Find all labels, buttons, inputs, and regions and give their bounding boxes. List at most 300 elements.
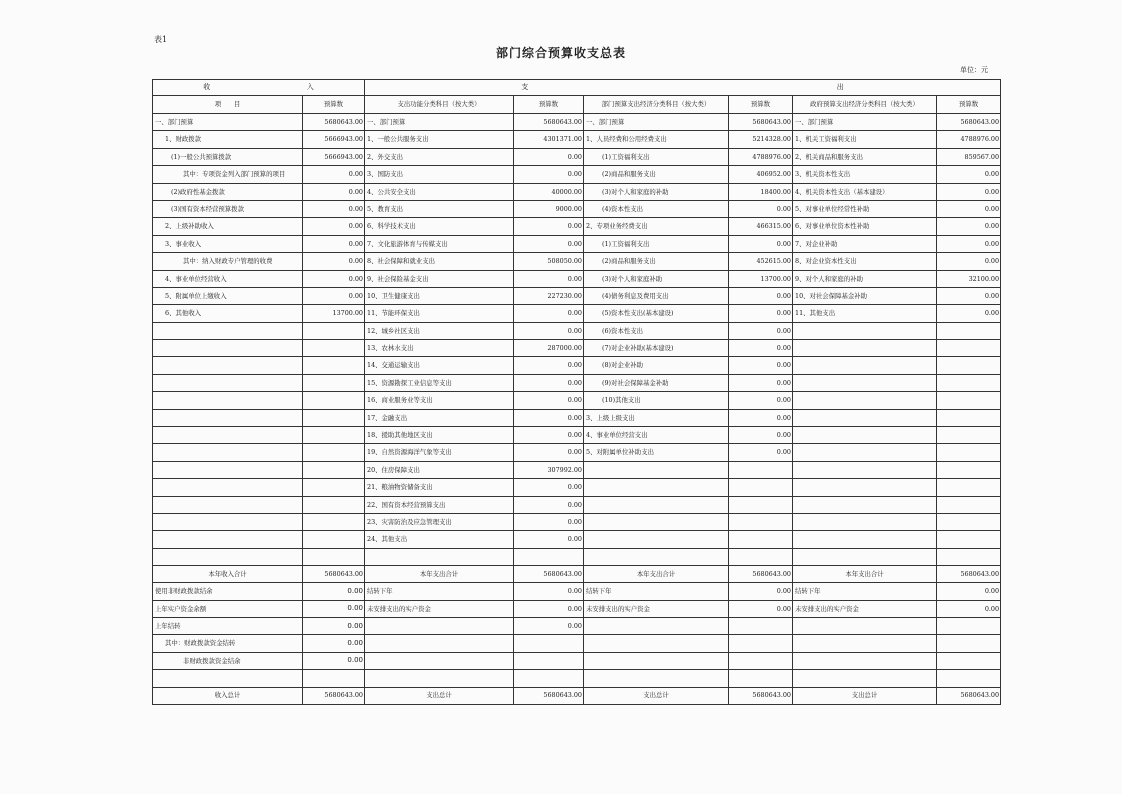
dept-econ-item-cell	[584, 670, 729, 687]
gov-econ-item-cell	[793, 357, 937, 374]
dept-econ-amount-cell	[729, 461, 793, 478]
dept-econ-item-cell	[584, 479, 729, 496]
table-row	[153, 131, 1001, 148]
table-row	[153, 148, 1001, 165]
functional-item-cell: 结转下年	[365, 583, 514, 600]
gov-econ-item-cell	[793, 444, 937, 461]
gov-econ-item-cell: 10、对社会保障基金补助	[793, 287, 937, 304]
dept-econ-item-cell: (3)对个人和家庭补助	[584, 270, 729, 287]
table-row	[153, 357, 1001, 374]
functional-amount-cell: 0.00	[514, 305, 584, 322]
dept-econ-amount-cell	[729, 635, 793, 652]
dept-econ-item-cell	[584, 461, 729, 478]
income-item-cell: (2)政府性基金拨款	[153, 183, 303, 200]
income-amount-total-cell: 5680643.00	[303, 566, 365, 583]
functional-amount-cell: 0.00	[514, 409, 584, 426]
income-amount-cell	[303, 461, 365, 478]
gov-econ-amount-cell: 0.00	[937, 200, 1001, 217]
income-item-cell	[153, 392, 303, 409]
dept-econ-amount-cell: 0.00	[729, 235, 793, 252]
col-header-functional-budget: 预算数	[514, 96, 584, 114]
gov-econ-amount-cell	[937, 513, 1001, 530]
dept-econ-amount-cell	[729, 548, 793, 565]
dept-econ-item-cell	[584, 548, 729, 565]
gov-econ-item-cell	[793, 427, 937, 444]
gov-econ-amount-cell	[937, 374, 1001, 391]
annual-total-row	[153, 566, 1001, 583]
dept-econ-amount-cell: 0.00	[729, 392, 793, 409]
income-amount-cell	[303, 670, 365, 687]
gov-econ-item-cell: 2、机关商品和服务支出	[793, 148, 937, 165]
gov-econ-amount-cell: 0.00	[937, 166, 1001, 183]
income-item-cell: 4、事业单位经营收入	[153, 270, 303, 287]
gov-econ-amount-cell: 859567.00	[937, 148, 1001, 165]
functional-amount-cell: 0.00	[514, 166, 584, 183]
income-item-cell	[153, 513, 303, 530]
gov-econ-item-cell: 结转下年	[793, 583, 937, 600]
functional-item-cell: 3、国防支出	[365, 166, 514, 183]
gov-econ-item-cell: 9、对个人和家庭的补助	[793, 270, 937, 287]
dept-econ-amount-cell	[729, 652, 793, 669]
gov-econ-amount-cell	[937, 427, 1001, 444]
functional-item-cell: 22、国有资本经营预算支出	[365, 496, 514, 513]
income-amount-cell: 13700.00	[303, 305, 365, 322]
gov-econ-item-grand-cell: 支出总计	[793, 687, 937, 704]
functional-amount-cell: 0.00	[514, 270, 584, 287]
functional-item-cell: 5、教育支出	[365, 200, 514, 217]
functional-amount-cell: 0.00	[514, 374, 584, 391]
functional-amount-cell: 4301371.00	[514, 131, 584, 148]
functional-item-cell: 未安排支出的实户资金	[365, 600, 514, 617]
table-row	[153, 287, 1001, 304]
dept-econ-item-grand-cell: 支出总计	[584, 687, 729, 704]
dept-econ-item-cell: 5、对附属单位补助支出	[584, 444, 729, 461]
table-row	[153, 235, 1001, 252]
income-amount-cell	[303, 479, 365, 496]
dept-econ-item-cell: (10)其他支出	[584, 392, 729, 409]
gov-econ-amount-cell: 4788976.00	[937, 131, 1001, 148]
table-row	[153, 409, 1001, 426]
gov-econ-item-cell	[793, 496, 937, 513]
form-number: 表1	[154, 35, 168, 44]
gov-econ-amount-total-cell: 5680643.00	[937, 566, 1001, 583]
functional-item-cell: 6、科学技术支出	[365, 218, 514, 235]
gov-econ-item-cell	[793, 340, 937, 357]
gov-econ-amount-cell	[937, 496, 1001, 513]
table-row	[153, 513, 1001, 530]
income-amount-cell	[303, 374, 365, 391]
functional-item-cell	[365, 670, 514, 687]
gov-econ-item-cell: 5、对事业单位经常性补助	[793, 200, 937, 217]
dept-econ-item-cell: 一、部门预算	[584, 114, 729, 131]
income-item-cell	[153, 548, 303, 565]
dept-econ-item-cell: 未安排支出的实户资金	[584, 600, 729, 617]
functional-amount-cell: 0.00	[514, 479, 584, 496]
table-row	[153, 548, 1001, 565]
income-item-cell: 上年结转	[153, 617, 303, 634]
income-item-cell	[153, 427, 303, 444]
table-row	[153, 392, 1001, 409]
income-item-cell	[153, 374, 303, 391]
income-item-cell: 6、其他收入	[153, 305, 303, 322]
dept-econ-item-cell	[584, 652, 729, 669]
balance-row	[153, 670, 1001, 687]
expense-group-char-2: 出	[836, 83, 844, 91]
dept-econ-amount-cell: 0.00	[729, 409, 793, 426]
gov-econ-amount-cell	[937, 357, 1001, 374]
functional-amount-cell	[514, 635, 584, 652]
gov-econ-item-cell	[793, 409, 937, 426]
functional-item-cell: 24、其他支出	[365, 531, 514, 548]
income-item-cell	[153, 479, 303, 496]
income-item-cell: 5、附属单位上缴收入	[153, 287, 303, 304]
functional-amount-cell: 307992.00	[514, 461, 584, 478]
gov-econ-item-cell	[793, 479, 937, 496]
income-amount-cell: 0.00	[303, 200, 365, 217]
income-amount-cell	[303, 340, 365, 357]
income-item-cell: 使用非财政拨款结余	[153, 583, 303, 600]
functional-item-cell	[365, 652, 514, 669]
income-amount-cell: 0.00	[303, 166, 365, 183]
gov-econ-amount-cell: 0.00	[937, 287, 1001, 304]
dept-econ-amount-cell: 0.00	[729, 357, 793, 374]
table-row	[153, 340, 1001, 357]
income-amount-cell	[303, 322, 365, 339]
functional-amount-cell: 0.00	[514, 218, 584, 235]
gov-econ-amount-cell: 0.00	[937, 218, 1001, 235]
income-amount-grand-cell: 5680643.00	[303, 687, 365, 704]
income-item-grand-cell: 收入总计	[153, 687, 303, 704]
gov-econ-amount-cell	[937, 479, 1001, 496]
functional-item-cell: 12、城乡社区支出	[365, 322, 514, 339]
functional-item-cell: 15、资源勘探工业信息等支出	[365, 374, 514, 391]
balance-row	[153, 600, 1001, 617]
gov-econ-item-cell: 7、对企业补助	[793, 235, 937, 252]
income-amount-cell: 0.00	[303, 253, 365, 270]
income-item-cell	[153, 322, 303, 339]
gov-econ-amount-cell: 0.00	[937, 583, 1001, 600]
gov-econ-item-cell	[793, 461, 937, 478]
balance-row	[153, 583, 1001, 600]
income-amount-cell: 0.00	[303, 287, 365, 304]
dept-econ-amount-cell: 4788976.00	[729, 148, 793, 165]
dept-econ-item-cell: (3)对个人和家庭的补助	[584, 183, 729, 200]
dept-econ-item-cell: (7)对企业补助(基本建设)	[584, 340, 729, 357]
gov-econ-amount-cell: 0.00	[937, 235, 1001, 252]
dept-econ-amount-cell	[729, 670, 793, 687]
functional-amount-cell: 227230.00	[514, 287, 584, 304]
functional-item-cell: 18、援助其他地区支出	[365, 427, 514, 444]
functional-amount-cell: 0.00	[514, 322, 584, 339]
functional-amount-cell: 0.00	[514, 444, 584, 461]
dept-econ-amount-cell: 466315.00	[729, 218, 793, 235]
income-amount-cell	[303, 357, 365, 374]
functional-amount-cell: 287000.00	[514, 340, 584, 357]
gov-econ-amount-cell: 0.00	[937, 183, 1001, 200]
gov-econ-amount-cell	[937, 392, 1001, 409]
dept-econ-amount-cell	[729, 617, 793, 634]
gov-econ-item-cell: 未安排支出的实户资金	[793, 600, 937, 617]
dept-econ-item-total-cell: 本年支出合计	[584, 566, 729, 583]
functional-amount-grand-cell: 5680643.00	[514, 687, 584, 704]
gov-econ-item-cell	[793, 392, 937, 409]
gov-econ-item-cell	[793, 652, 937, 669]
dept-econ-item-cell: (5)资本性支出(基本建设)	[584, 305, 729, 322]
table-row	[153, 374, 1001, 391]
dept-econ-item-cell: (6)资本性支出	[584, 322, 729, 339]
page-title: 部门综合预算收支总表	[495, 46, 626, 60]
dept-econ-item-cell: 1、人员经费和公用经费支出	[584, 131, 729, 148]
dept-econ-amount-cell: 0.00	[729, 340, 793, 357]
table-row	[153, 496, 1001, 513]
functional-amount-cell: 0.00	[514, 357, 584, 374]
functional-amount-cell	[514, 548, 584, 565]
dept-econ-amount-cell	[729, 496, 793, 513]
dept-econ-item-cell: 结转下年	[584, 583, 729, 600]
balance-row	[153, 617, 1001, 634]
income-item-cell	[153, 496, 303, 513]
dept-econ-item-cell: (1)工资福利支出	[584, 148, 729, 165]
gov-econ-item-total-cell: 本年支出合计	[793, 566, 937, 583]
col-header-income-item: 项 目	[153, 96, 303, 114]
gov-econ-item-cell	[793, 670, 937, 687]
table-row	[153, 479, 1001, 496]
income-amount-cell: 5680643.00	[303, 114, 365, 131]
gov-econ-amount-cell: 0.00	[937, 600, 1001, 617]
table-row	[153, 531, 1001, 548]
functional-amount-total-cell: 5680643.00	[514, 566, 584, 583]
functional-item-cell: 2、外交支出	[365, 148, 514, 165]
table-row	[153, 114, 1001, 131]
functional-item-cell: 一、部门预算	[365, 114, 514, 131]
functional-item-cell	[365, 548, 514, 565]
dept-econ-amount-cell: 0.00	[729, 305, 793, 322]
income-group-char-2: 入	[306, 83, 314, 91]
income-item-cell	[153, 670, 303, 687]
column-header-row	[153, 96, 1001, 114]
income-item-cell: 非财政拨款资金结余	[153, 652, 303, 669]
functional-item-cell: 8、社会保障和就业支出	[365, 253, 514, 270]
dept-econ-amount-cell: 13700.00	[729, 270, 793, 287]
income-item-cell: 其中：纳入财政专户管理的收费	[153, 253, 303, 270]
functional-amount-cell: 508050.00	[514, 253, 584, 270]
dept-econ-item-cell: 2、专项业务经费支出	[584, 218, 729, 235]
table-row	[153, 253, 1001, 270]
income-amount-cell	[303, 496, 365, 513]
functional-item-grand-cell: 支出总计	[365, 687, 514, 704]
gov-econ-item-cell	[793, 531, 937, 548]
gov-econ-item-cell: 一、部门预算	[793, 114, 937, 131]
table-row	[153, 444, 1001, 461]
dept-econ-amount-cell	[729, 479, 793, 496]
functional-amount-cell	[514, 670, 584, 687]
income-amount-cell: 0.00	[303, 652, 365, 669]
functional-amount-cell: 0.00	[514, 496, 584, 513]
functional-amount-cell: 0.00	[514, 600, 584, 617]
income-amount-cell	[303, 548, 365, 565]
functional-amount-cell: 0.00	[514, 617, 584, 634]
functional-item-cell: 16、商业服务业等支出	[365, 392, 514, 409]
functional-item-cell: 19、自然资源海洋气象等支出	[365, 444, 514, 461]
dept-econ-amount-total-cell: 5680643.00	[729, 566, 793, 583]
gov-econ-amount-cell: 0.00	[937, 253, 1001, 270]
income-item-cell	[153, 340, 303, 357]
gov-econ-item-cell: 3、机关资本性支出	[793, 166, 937, 183]
functional-item-cell: 23、灾害防治及应急管理支出	[365, 513, 514, 530]
income-amount-cell: 5666943.00	[303, 131, 365, 148]
income-item-cell	[153, 461, 303, 478]
gov-econ-item-cell: 11、其他支出	[793, 305, 937, 322]
gov-econ-amount-cell: 0.00	[937, 305, 1001, 322]
functional-item-cell: 17、金融支出	[365, 409, 514, 426]
income-item-cell: (3)国有资本经营预算拨款	[153, 200, 303, 217]
dept-econ-item-cell: (9)对社会保障基金补助	[584, 374, 729, 391]
dept-econ-item-cell: (2)商品和服务支出	[584, 166, 729, 183]
functional-amount-cell: 0.00	[514, 531, 584, 548]
gov-econ-amount-cell	[937, 322, 1001, 339]
dept-econ-amount-cell: 0.00	[729, 200, 793, 217]
income-item-cell: (1)一般公共预算拨款	[153, 148, 303, 165]
functional-amount-cell: 0.00	[514, 392, 584, 409]
col-header-dept-economic: 部门预算支出经济分类科目（按大类）	[584, 96, 729, 114]
dept-econ-item-cell	[584, 617, 729, 634]
income-item-cell: 3、事业收入	[153, 235, 303, 252]
income-item-cell	[153, 357, 303, 374]
functional-item-cell: 7、文化旅游体育与传媒支出	[365, 235, 514, 252]
col-header-dept-economic-budget: 预算数	[729, 96, 793, 114]
income-item-cell: 一、部门预算	[153, 114, 303, 131]
table-row	[153, 322, 1001, 339]
table-row	[153, 218, 1001, 235]
functional-item-cell	[365, 635, 514, 652]
income-item-total-cell: 本年收入合计	[153, 566, 303, 583]
functional-amount-cell: 0.00	[514, 235, 584, 252]
functional-item-cell: 9、社会保险基金支出	[365, 270, 514, 287]
table-row	[153, 183, 1001, 200]
dept-econ-amount-cell: 0.00	[729, 374, 793, 391]
income-item-cell: 其中：财政拨款资金结转	[153, 635, 303, 652]
functional-amount-cell: 0.00	[514, 427, 584, 444]
gov-econ-item-cell: 1、机关工资福利支出	[793, 131, 937, 148]
dept-econ-amount-cell: 0.00	[729, 287, 793, 304]
dept-econ-item-cell	[584, 513, 729, 530]
income-group-char-1: 收	[203, 83, 211, 91]
gov-econ-amount-cell	[937, 461, 1001, 478]
income-group-header	[153, 80, 365, 96]
income-item-cell: 上年实户资金余额	[153, 600, 303, 617]
dept-econ-amount-cell: 0.00	[729, 444, 793, 461]
income-item-cell	[153, 409, 303, 426]
income-amount-cell	[303, 427, 365, 444]
balance-row	[153, 652, 1001, 669]
functional-item-total-cell: 本年支出合计	[365, 566, 514, 583]
col-header-income-budget: 预算数	[303, 96, 365, 114]
functional-amount-cell: 0.00	[514, 513, 584, 530]
dept-econ-amount-cell: 5214328.00	[729, 131, 793, 148]
dept-econ-item-cell	[584, 496, 729, 513]
gov-econ-item-cell: 6、对事业单位资本性补助	[793, 218, 937, 235]
income-amount-cell: 0.00	[303, 635, 365, 652]
gov-econ-amount-cell: 32100.00	[937, 270, 1001, 287]
col-header-functional: 支出功能分类科目（按大类）	[365, 96, 514, 114]
dept-econ-item-cell: (4)债务利息及费用支出	[584, 287, 729, 304]
gov-econ-amount-cell	[937, 617, 1001, 634]
functional-item-cell	[365, 617, 514, 634]
dept-econ-amount-cell: 0.00	[729, 583, 793, 600]
dept-econ-amount-cell	[729, 513, 793, 530]
gov-econ-amount-cell	[937, 635, 1001, 652]
functional-amount-cell: 5680643.00	[514, 114, 584, 131]
table-row	[153, 461, 1001, 478]
income-item-cell: 1、财政拨款	[153, 131, 303, 148]
income-amount-cell: 0.00	[303, 218, 365, 235]
dept-econ-amount-cell: 18400.00	[729, 183, 793, 200]
dept-econ-amount-cell: 0.00	[729, 427, 793, 444]
functional-item-cell: 10、卫生健康支出	[365, 287, 514, 304]
gov-econ-amount-cell	[937, 409, 1001, 426]
expense-group-header	[365, 80, 1001, 96]
dept-econ-item-cell: (4)资本性支出	[584, 200, 729, 217]
dept-econ-amount-cell: 0.00	[729, 600, 793, 617]
functional-amount-cell: 9000.00	[514, 200, 584, 217]
income-item-cell	[153, 531, 303, 548]
income-amount-cell: 0.00	[303, 600, 365, 617]
income-amount-cell	[303, 444, 365, 461]
functional-amount-cell	[514, 652, 584, 669]
dept-econ-item-cell	[584, 635, 729, 652]
unit-label: 单位：元	[960, 66, 988, 74]
budget-summary-table	[152, 79, 1001, 705]
income-amount-cell	[303, 392, 365, 409]
functional-item-cell: 20、住房保障支出	[365, 461, 514, 478]
gov-econ-amount-cell	[937, 548, 1001, 565]
functional-amount-cell: 0.00	[514, 583, 584, 600]
income-amount-cell: 0.00	[303, 235, 365, 252]
table-body	[153, 80, 1001, 705]
table-row	[153, 166, 1001, 183]
income-amount-cell	[303, 513, 365, 530]
gov-econ-amount-cell	[937, 531, 1001, 548]
functional-item-cell: 11、节能环保支出	[365, 305, 514, 322]
gov-econ-item-cell	[793, 374, 937, 391]
gov-econ-amount-cell	[937, 652, 1001, 669]
gov-econ-amount-cell	[937, 444, 1001, 461]
gov-econ-amount-cell	[937, 670, 1001, 687]
dept-econ-item-cell: 4、事业单位经营支出	[584, 427, 729, 444]
income-amount-cell	[303, 531, 365, 548]
gov-econ-amount-cell: 5680643.00	[937, 114, 1001, 131]
functional-item-cell: 21、粮油物资储备支出	[365, 479, 514, 496]
dept-econ-amount-cell: 5680643.00	[729, 114, 793, 131]
functional-item-cell: 14、交通运输支出	[365, 357, 514, 374]
dept-econ-amount-grand-cell: 5680643.00	[729, 687, 793, 704]
col-header-gov-economic: 政府预算支出经济分类科目（按大类）	[793, 96, 937, 114]
grand-total-row	[153, 687, 1001, 704]
gov-econ-item-cell	[793, 322, 937, 339]
dept-econ-item-cell: 3、上级上级支出	[584, 409, 729, 426]
functional-item-cell: 4、公共安全支出	[365, 183, 514, 200]
functional-amount-cell: 0.00	[514, 148, 584, 165]
table-row	[153, 270, 1001, 287]
dept-econ-item-cell: (1)工资福利支出	[584, 235, 729, 252]
functional-amount-cell: 40000.00	[514, 183, 584, 200]
income-amount-cell: 0.00	[303, 183, 365, 200]
gov-econ-item-cell	[793, 635, 937, 652]
group-header-row	[153, 80, 1001, 96]
dept-econ-item-cell	[584, 531, 729, 548]
dept-econ-amount-cell: 406952.00	[729, 166, 793, 183]
gov-econ-amount-grand-cell: 5680643.00	[937, 687, 1001, 704]
